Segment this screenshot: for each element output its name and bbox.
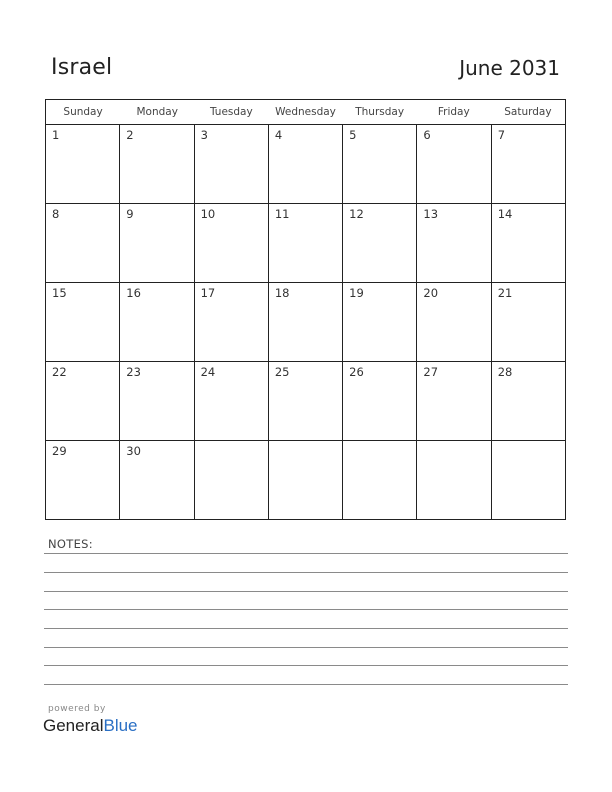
- note-line: [44, 591, 568, 592]
- note-line: [44, 572, 568, 573]
- day-cell: [46, 362, 120, 440]
- day-cell: [46, 125, 120, 203]
- day-number: 7: [497, 128, 506, 142]
- day-number: 15: [52, 286, 67, 300]
- day-cell: [195, 283, 269, 361]
- day-number: 9: [126, 207, 134, 221]
- note-line: [44, 684, 568, 685]
- day-cell: [343, 283, 417, 361]
- day-cell: [195, 204, 269, 282]
- day-cell: [492, 125, 565, 203]
- generalblue-logo: [43, 716, 138, 736]
- month-year-title: June 2031: [459, 56, 560, 80]
- day-number: 20: [423, 286, 439, 300]
- note-line: [44, 553, 568, 554]
- day-number: 13: [423, 207, 439, 221]
- day-cell: [269, 125, 343, 203]
- weekday-header-row: [46, 100, 565, 125]
- day-number: 26: [349, 365, 364, 379]
- day-cell: [46, 204, 120, 282]
- note-line: [44, 647, 568, 648]
- brand-general: General: [43, 716, 104, 735]
- weekday-tuesday: Tuesday: [209, 106, 253, 118]
- day-cell: [120, 283, 194, 361]
- day-number: 19: [349, 286, 364, 300]
- day-number: 1: [52, 128, 60, 142]
- day-number: 17: [200, 286, 216, 300]
- day-cell: [120, 362, 194, 440]
- week-row-3: [46, 283, 565, 362]
- day-number: 18: [274, 286, 290, 300]
- day-cell: [343, 441, 417, 519]
- note-line: [44, 665, 568, 666]
- day-number: 4: [274, 128, 283, 142]
- day-cell: [269, 441, 343, 519]
- day-number: 5: [349, 128, 357, 142]
- day-cell: [120, 125, 194, 203]
- day-number: 23: [126, 365, 141, 379]
- week-row-1: [46, 125, 565, 204]
- day-number: 8: [52, 207, 60, 221]
- day-cell: [417, 441, 491, 519]
- day-cell: [417, 204, 491, 282]
- day-cell: [195, 125, 269, 203]
- day-number: 11: [274, 207, 290, 221]
- day-number: 14: [497, 207, 513, 221]
- day-cell: [492, 204, 565, 282]
- day-number: 2: [126, 128, 134, 142]
- day-cell: [417, 362, 491, 440]
- notes-label: NOTES:: [48, 537, 93, 551]
- day-cell: [195, 362, 269, 440]
- brand-blue: Blue: [103, 716, 138, 735]
- week-row-2: [46, 204, 565, 283]
- day-number: 29: [52, 444, 67, 458]
- day-number: 24: [200, 365, 216, 379]
- day-cell: [269, 362, 343, 440]
- day-cell: [269, 204, 343, 282]
- day-cell: [120, 441, 194, 519]
- weekday-wednesday: Wednesday: [275, 106, 336, 118]
- day-cell: [492, 441, 565, 519]
- day-number: 12: [349, 207, 364, 221]
- day-cell: [195, 441, 269, 519]
- day-number: 10: [200, 207, 216, 221]
- weekday-monday: Monday: [136, 106, 178, 118]
- weekday-friday: Friday: [437, 106, 470, 118]
- weekday-saturday: Saturday: [504, 106, 552, 118]
- day-number: 25: [274, 365, 290, 379]
- day-cell: [417, 283, 491, 361]
- day-cell: [46, 283, 120, 361]
- day-cell: [269, 283, 343, 361]
- day-cell: [120, 204, 194, 282]
- week-row-4: [46, 362, 565, 441]
- day-number: 6: [423, 128, 431, 142]
- day-number: 16: [126, 286, 141, 300]
- day-number: 21: [497, 286, 513, 300]
- day-number: 22: [52, 365, 67, 379]
- calendar-grid: [45, 99, 566, 520]
- day-cell: [343, 204, 417, 282]
- weekday-thursday: Thursday: [355, 106, 405, 118]
- day-number: 28: [497, 365, 513, 379]
- day-number: 27: [423, 365, 439, 379]
- day-cell: [46, 441, 120, 519]
- note-line: [44, 609, 568, 610]
- day-cell: [343, 362, 417, 440]
- day-cell: [492, 362, 565, 440]
- note-line: [44, 628, 568, 629]
- day-cell: [492, 283, 565, 361]
- day-number: 3: [200, 128, 208, 142]
- day-cell: [343, 125, 417, 203]
- week-row-5: [46, 441, 565, 519]
- country-title: Israel: [51, 55, 113, 80]
- powered-by-text: powered by: [48, 704, 106, 714]
- day-cell: [417, 125, 491, 203]
- weekday-sunday: Sunday: [63, 106, 103, 118]
- day-number: 30: [126, 444, 141, 458]
